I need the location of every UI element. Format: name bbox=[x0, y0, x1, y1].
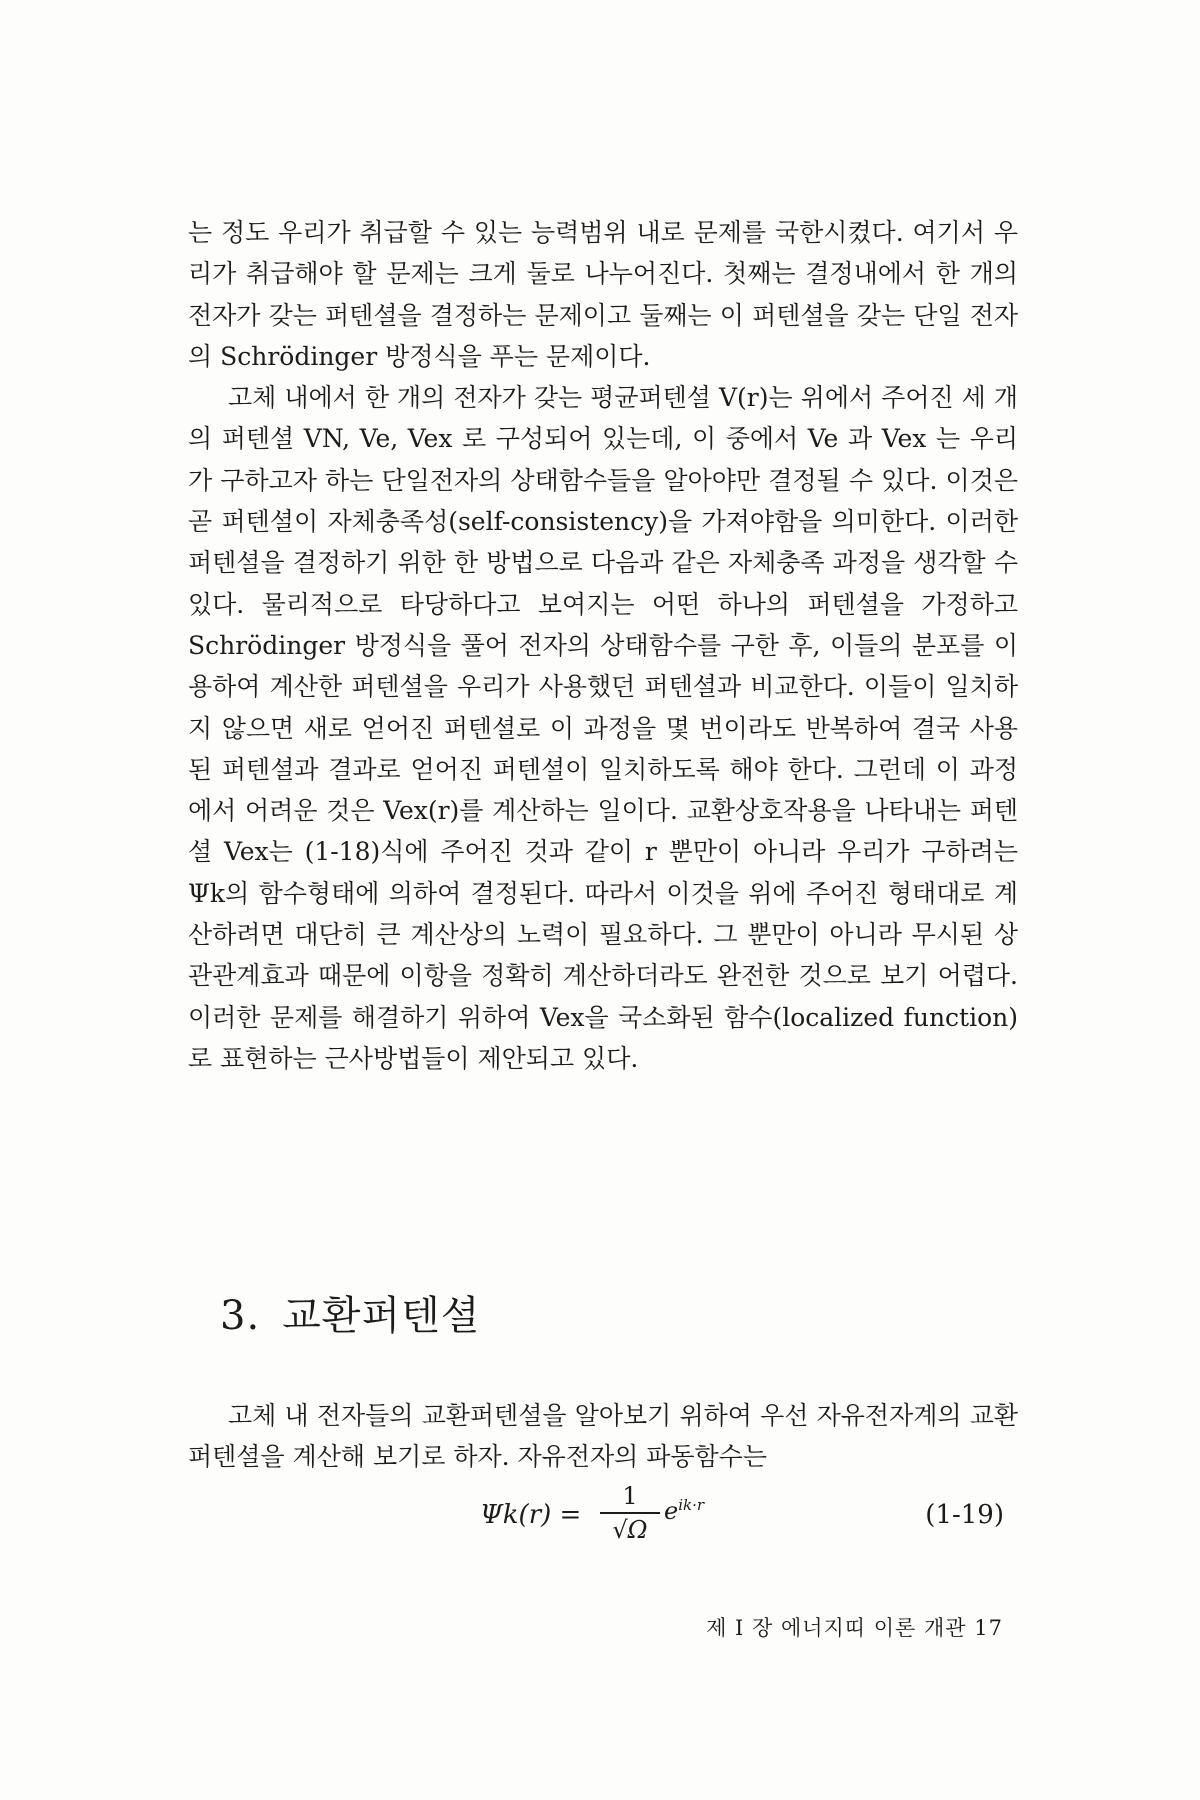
paragraph-1: 는 정도 우리가 취급할 수 있는 능력범위 내로 문제를 국한시켰다. 여기서 우리가 취급해야 할 문제는 크게 둘로 나누어진다. 첫째는 결정내에서 한 개의 전자가 갖는 퍼텐셜을 결정하는 문제이고 둘째는 이 퍼텐셜을 갖는 단일 전자의 Schrödinger 방정식을 푸는 문제이다. bbox=[188, 218, 1018, 371]
equation-numerator: 1 bbox=[622, 1482, 638, 1510]
paragraph-3: 고체 내 전자들의 교환퍼텐셜을 알아보기 위하여 우선 자유전자계의 교환퍼텐셜을 계산해 보기로 하자. 자유전자의 파동함수는 bbox=[188, 1401, 1018, 1472]
section-title: 교환퍼텐셜 bbox=[282, 1293, 481, 1339]
section-body-text bbox=[188, 1395, 1018, 1478]
equation-exponential bbox=[664, 1496, 704, 1525]
section-heading bbox=[220, 1284, 502, 1341]
exp-base: e bbox=[664, 1497, 679, 1525]
section-number: 3. bbox=[220, 1293, 261, 1339]
body-text-block bbox=[188, 212, 1018, 1079]
equation-lhs: Ψk(r) = bbox=[480, 1500, 582, 1530]
equation-number: (1-19) bbox=[925, 1500, 1004, 1530]
equation-fraction bbox=[600, 1482, 660, 1544]
exp-power: ik·r bbox=[678, 1496, 705, 1514]
page-footer: 제 I 장 에너지띠 이론 개관 17 bbox=[706, 1616, 1003, 1640]
paragraph-2: 고체 내에서 한 개의 전자가 갖는 평균퍼텐셜 V(r)는 위에서 주어진 세 개의 퍼텐셜 VN, Ve, Vex 로 구성되어 있는데, 이 중에서 Ve 과 Vex 는 우리가 구하고자 하는 단일전자의 상태함수들을 알아야만 결정될 수 있다. 이것은 곧 퍼텐셜이 자체충족성(self-consistency)을 가져야함을 의미한다. 이러한 퍼텐셜을 결정하기 위한 한 방법으로 다음과 같은 자체충족 과정을 생각할 수 있다. 물리적으로 타당하다고 보여지는 어떤 하나의 퍼텐셜을 가정하고 Schrödinger 방정식을 풀어 전자의 상태함수를 구한 후, 이들의 분포를 이용하여 계산한 퍼텐셜을 우리가 사용했던 퍼텐셜과 비교한다. 이들이 일치하지 않으면 새로 얻어진 퍼텐셜로 이 과정을 몇 번이라도 반복하여 결국 사용된 퍼텐셜과 결과로 얻어진 퍼텐셜이 일치하도록 해야 한다. 그런데 이 과정에서 어려운 것은 Vex(r)를 계산하는 일이다. 교환상호작용을 나타내는 퍼텐셜 Vex는 (1-18)식에 주어진 것과 같이 r 뿐만이 아니라 우리가 구하려는 Ψk의 함수형태에 의하여 결정된다. 따라서 이것을 위에 주어진 형태대로 계산하려면 대단히 큰 계산상의 노력이 필요하다. 그 뿐만이 아니라 무시된 상관관계효과 때문에 이항을 정확히 계산하더라도 완전한 것으로 보기 어렵다. 이러한 문제를 해결하기 위하여 Vex을 국소화된 함수(localized function)로 표현하는 근사방법들이 제안되고 있다. bbox=[188, 383, 1018, 1073]
fraction-bar bbox=[600, 1512, 660, 1514]
equation-1-19 bbox=[480, 1482, 1020, 1562]
equation-denominator: √Ω bbox=[612, 1516, 648, 1544]
